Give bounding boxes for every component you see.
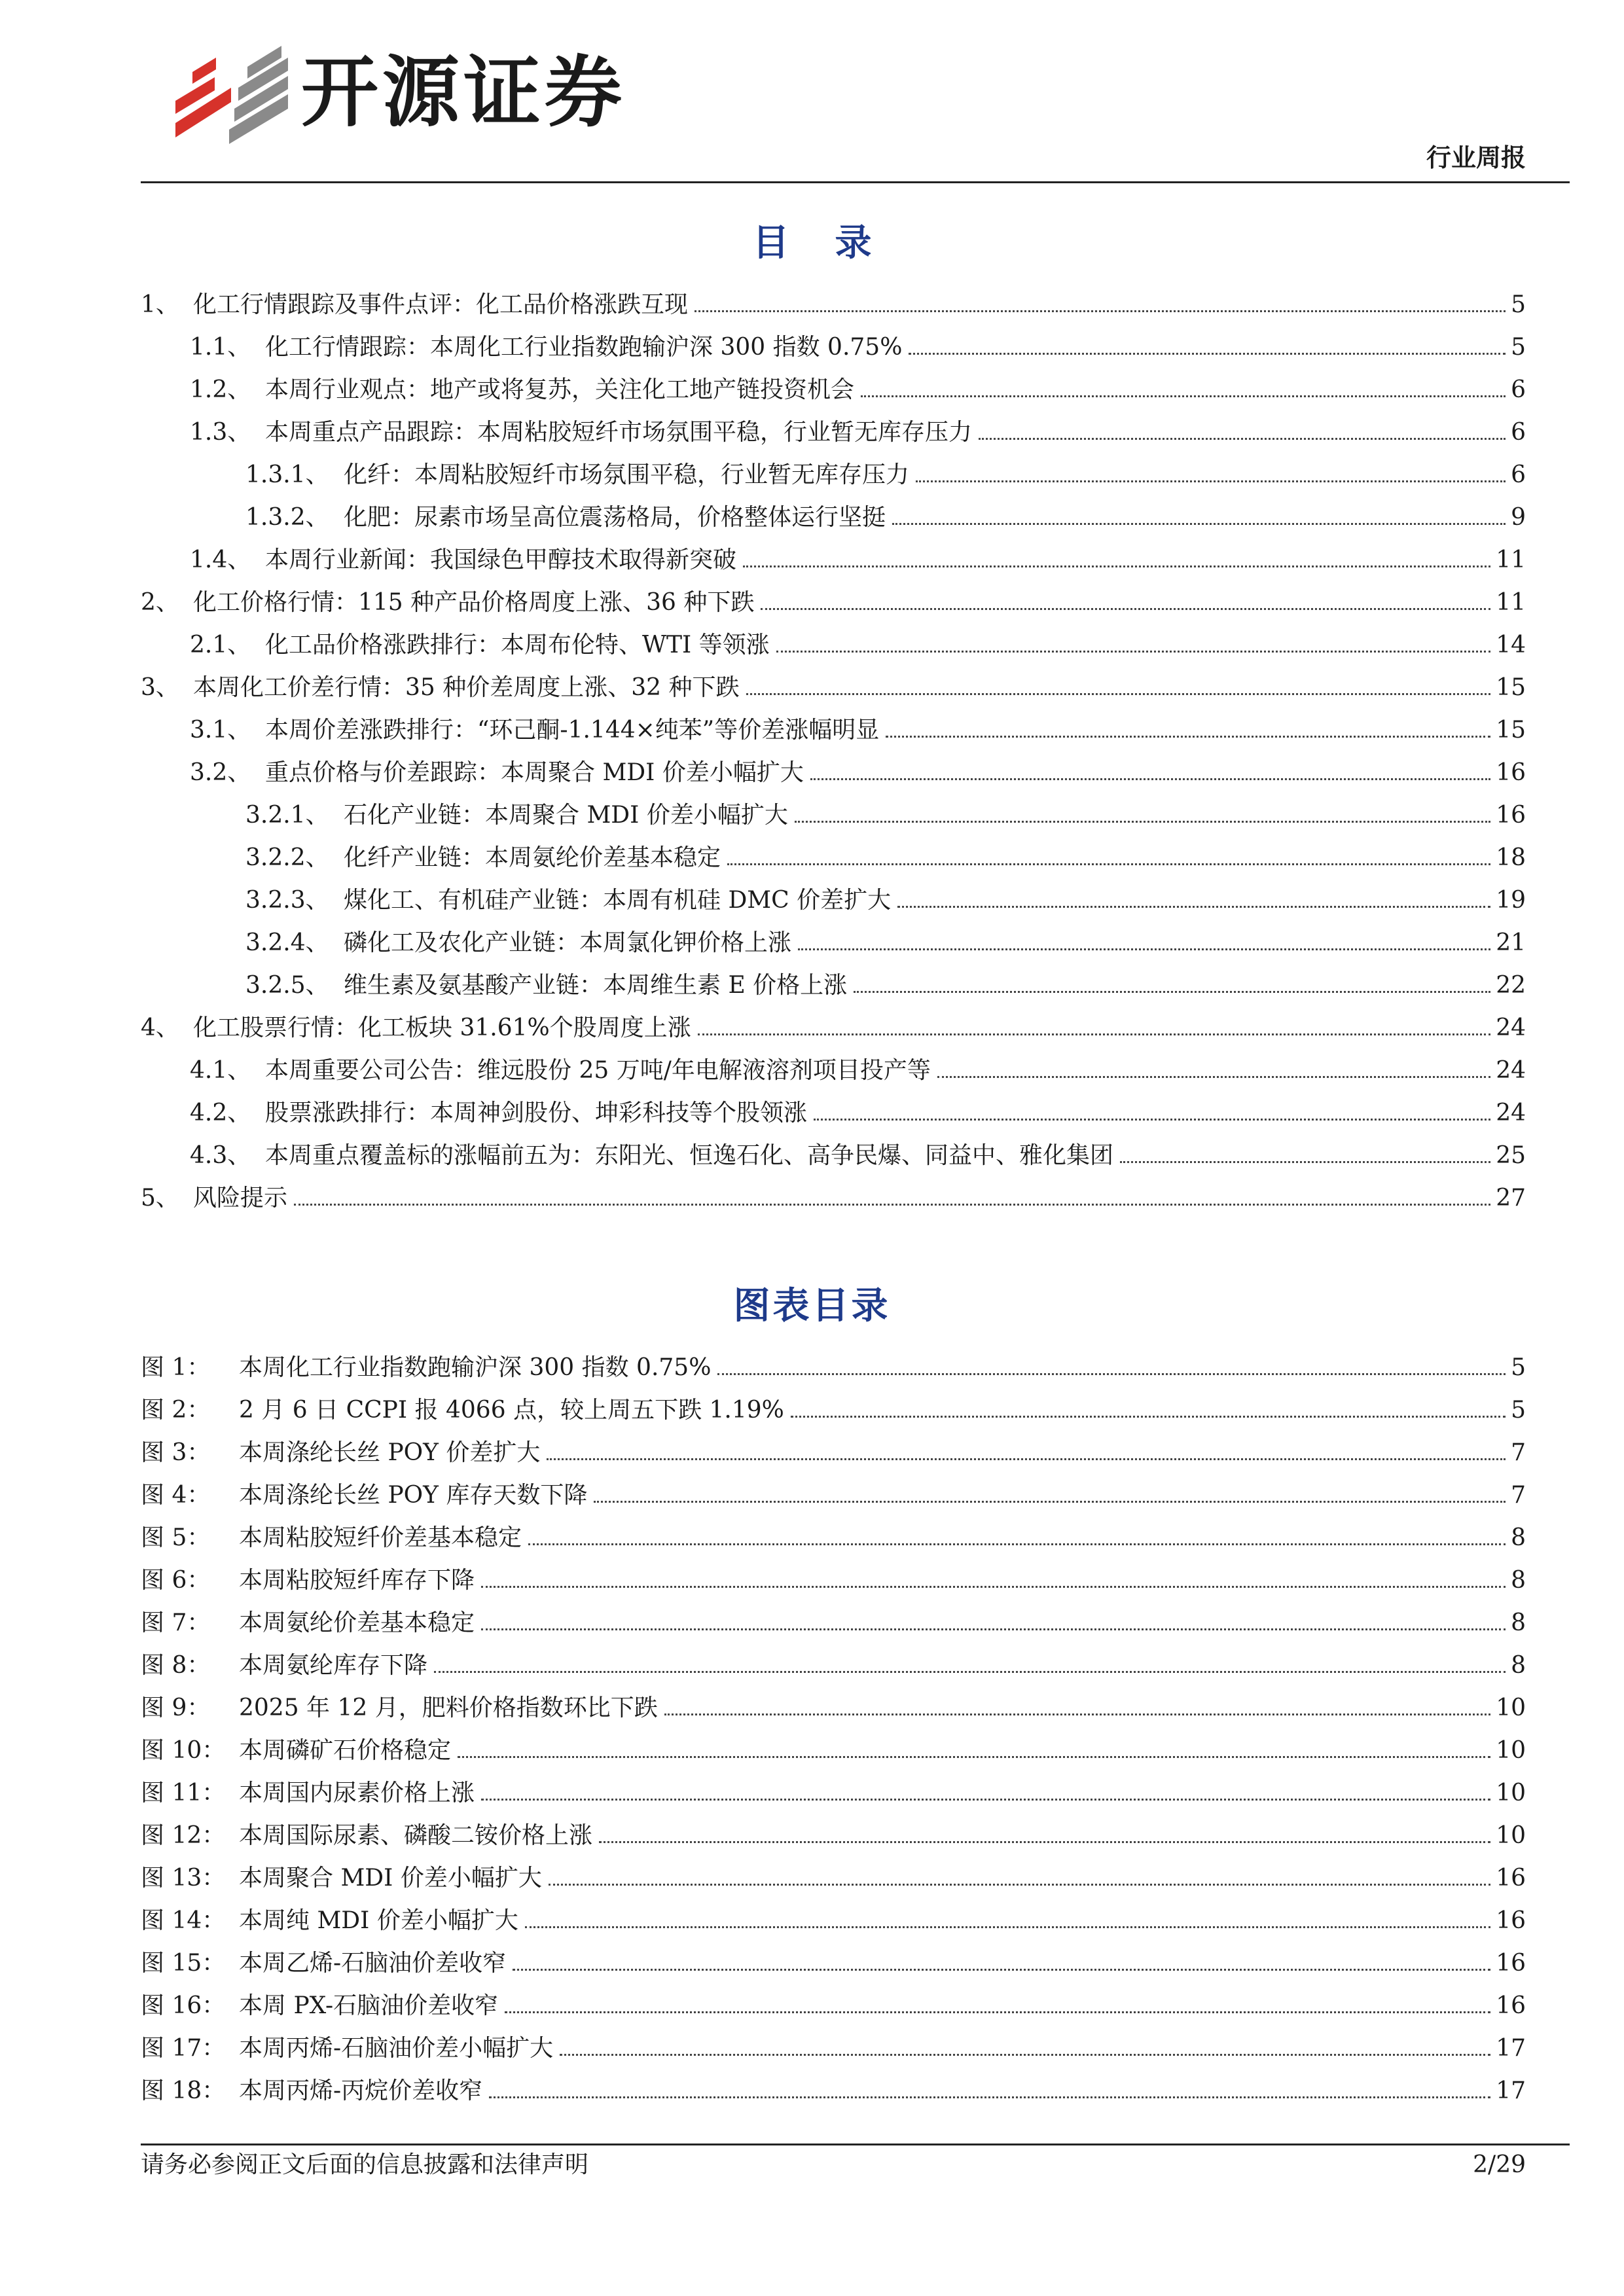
figure-entry-number: 图 7：	[141, 1609, 211, 1636]
toc-entry-page: 9	[1511, 504, 1526, 531]
toc-entry-number: 2、	[141, 589, 179, 616]
footer-disclaimer: 请务必参阅正文后面的信息披露和法律声明	[141, 2151, 589, 2178]
toc-entry-page: 6	[1511, 461, 1526, 488]
toc-entry-number: 3.2.4、	[245, 929, 329, 956]
dot-leader	[547, 1458, 1506, 1460]
dot-leader	[664, 1713, 1490, 1715]
toc-entry-title: 本周价差涨跌排行：“环己酮-1.144×纯苯”等价差涨幅明显	[265, 717, 880, 744]
toc-entry-number: 3.2.5、	[245, 972, 329, 999]
page-number: 2/29	[1473, 2151, 1526, 2178]
toc-entry-number: 1.2、	[190, 376, 251, 403]
toc-entry-page: 24	[1496, 1100, 1526, 1126]
figure-entry-title: 本周国际尿素、磷酸二铵价格上涨	[239, 1822, 593, 1849]
figure-entry-title: 2025 年 12 月，肥料价格指数环比下跌	[239, 1695, 658, 1721]
toc-entry-number: 2.1、	[190, 632, 251, 658]
figure-entry-number: 图 3：	[141, 1439, 211, 1466]
figure-entry-page: 7	[1511, 1482, 1526, 1509]
toc-entry-page: 11	[1496, 547, 1526, 573]
toc-entry-number: 1.3.1、	[245, 461, 329, 488]
figure-entry-title: 本周国内尿素价格上涨	[239, 1780, 475, 1806]
dot-leader	[513, 1969, 1490, 1971]
figure-entry-number: 图 14：	[141, 1907, 226, 1934]
toc-entry-number: 1.4、	[190, 547, 251, 573]
toc-entry-number: 3.2.3、	[245, 887, 329, 914]
figure-entry-page: 16	[1496, 1865, 1526, 1892]
dot-leader	[560, 2054, 1490, 2056]
report-type: 行业周报	[1426, 143, 1526, 172]
figure-entry[interactable]	[141, 1611, 1526, 1635]
figure-entry-number: 图 13：	[141, 1865, 226, 1892]
footer-divider	[141, 2144, 1570, 2145]
toc-entry-page: 25	[1496, 1142, 1526, 1169]
figure-entry-title: 本周乙烯-石脑油价差收窄	[239, 1950, 507, 1977]
toc-entry-page: 6	[1511, 419, 1526, 446]
toc-entry-number: 3.1、	[190, 717, 251, 744]
figure-entry-number: 图 15：	[141, 1950, 226, 1977]
toc-entry-number: 1.3.2、	[245, 504, 329, 531]
figure-entry[interactable]	[141, 1739, 1526, 1763]
dot-leader	[489, 2096, 1490, 2098]
toc-entry-title: 重点价格与价差跟踪：本周聚合 MDI 价差小幅扩大	[265, 759, 804, 786]
toc-entry-number: 1.3、	[190, 419, 251, 446]
figure-entry-number: 图 11：	[141, 1780, 226, 1806]
figure-entry-number: 图 12：	[141, 1822, 226, 1849]
figure-entry[interactable]	[141, 1867, 1526, 1890]
figure-entry-number: 图 1：	[141, 1354, 211, 1381]
toc-entry-title: 本周行业观点：地产或将复苏，关注化工地产链投资机会	[265, 376, 855, 403]
toc-entry-page: 15	[1496, 717, 1526, 744]
figure-entry-page: 17	[1496, 2077, 1526, 2104]
figure-entry-number: 图 2：	[141, 1397, 211, 1424]
figure-entry[interactable]	[141, 2079, 1526, 2103]
toc-entry-page: 15	[1496, 674, 1526, 701]
toc-entry-title: 本周行业新闻：我国绿色甲醇技术取得新突破	[265, 547, 737, 573]
toc-entry-page: 14	[1496, 632, 1526, 658]
figure-entry-title: 本周丙烯-丙烷价差收窄	[239, 2077, 483, 2104]
figure-entry[interactable]	[141, 1569, 1526, 1592]
figure-entry[interactable]	[141, 2037, 1526, 2060]
figure-entry-title: 本周涤纶长丝 POY 价差扩大	[239, 1439, 541, 1466]
figure-entry-title: 本周磷矿石价格稳定	[239, 1737, 452, 1764]
toc-entry-page: 19	[1496, 887, 1526, 914]
figure-entry[interactable]	[141, 1484, 1526, 1507]
toc-entry-page: 11	[1496, 589, 1526, 616]
dot-leader	[594, 1501, 1506, 1503]
figure-entry[interactable]	[141, 1909, 1526, 1933]
toc-entry-number: 1.1、	[190, 334, 251, 361]
toc-entry-number: 4、	[141, 1014, 179, 1041]
figure-entry[interactable]	[141, 1441, 1526, 1465]
figure-entry[interactable]	[141, 1399, 1526, 1422]
toc-entry-title: 本周化工价差行情：35 种价差周度上涨、32 种下跌	[193, 674, 740, 701]
toc-entry-page: 21	[1496, 929, 1526, 956]
figure-entry-title: 本周 PX-石脑油价差收窄	[239, 1992, 499, 2019]
figure-entry-title: 本周涤纶长丝 POY 库存天数下降	[239, 1482, 588, 1509]
dot-leader	[599, 1841, 1490, 1843]
toc-entry-title: 化肥：尿素市场呈高位震荡格局，价格整体运行坚挺	[344, 504, 886, 531]
toc-entry-title: 本周重点产品跟踪：本周粘胶短纤市场氛围平稳，行业暂无库存压力	[265, 419, 973, 446]
figure-entry-page: 5	[1511, 1397, 1526, 1424]
figure-entry[interactable]	[141, 1994, 1526, 2018]
figure-entry-page: 10	[1496, 1695, 1526, 1721]
figure-entry-number: 图 17：	[141, 2035, 226, 2062]
figure-entry[interactable]	[141, 1782, 1526, 1805]
toc-entry-number: 4.3、	[190, 1142, 251, 1169]
dot-leader	[505, 2011, 1490, 2013]
figure-entry[interactable]	[141, 1654, 1526, 1677]
figure-entry-page: 8	[1511, 1567, 1526, 1594]
toc-entry-number: 3.2.2、	[245, 844, 329, 871]
dot-leader	[549, 1884, 1490, 1886]
toc-entry-page: 24	[1496, 1057, 1526, 1084]
dot-leader	[458, 1756, 1490, 1758]
toc-entry-page: 24	[1496, 1014, 1526, 1041]
figure-entry-page: 16	[1496, 1950, 1526, 1977]
figure-entry-number: 图 8：	[141, 1652, 211, 1679]
toc-entry-title: 本周重点覆盖标的涨幅前五为：东阳光、恒逸石化、高争民爆、同益中、雅化集团	[265, 1142, 1114, 1169]
toc-entry-title: 风险提示	[193, 1185, 288, 1211]
figure-entry-page: 16	[1496, 1907, 1526, 1934]
figure-entry-page: 10	[1496, 1737, 1526, 1764]
figure-entry-number: 图 10：	[141, 1737, 226, 1764]
figure-entry-page: 16	[1496, 1992, 1526, 2019]
figure-entry-title: 本周氨纶库存下降	[239, 1652, 428, 1679]
dot-leader	[717, 1373, 1506, 1375]
figure-entry[interactable]	[141, 1526, 1526, 1550]
dot-leader	[791, 1416, 1506, 1418]
toc-entry-page: 6	[1511, 376, 1526, 403]
figure-entry[interactable]	[141, 1696, 1526, 1720]
figure-entry-page: 7	[1511, 1439, 1526, 1466]
dot-leader	[481, 1628, 1506, 1630]
toc-entry-title: 化纤：本周粘胶短纤市场氛围平稳，行业暂无库存压力	[344, 461, 910, 488]
toc-entry-title: 化工价格行情：115 种产品价格周度上涨、36 种下跌	[193, 589, 755, 616]
dot-leader	[525, 1926, 1490, 1928]
figure-entry[interactable]	[141, 1356, 1526, 1380]
figure-entry-page: 10	[1496, 1822, 1526, 1849]
figure-entry-number: 图 5：	[141, 1524, 211, 1551]
figure-entry-page: 8	[1511, 1652, 1526, 1679]
dot-leader	[434, 1671, 1506, 1673]
toc-entry-page: 16	[1496, 802, 1526, 829]
toc-entry-page: 5	[1511, 291, 1526, 318]
figure-entry-number: 图 6：	[141, 1567, 211, 1594]
figure-entry-number: 图 16：	[141, 1992, 226, 2019]
toc-entry-title: 化工行情跟踪：本周化工行业指数跑输沪深 300 指数 0.75%	[265, 334, 903, 361]
toc-entry-title: 化工股票行情：化工板块 31.61%个股周度上涨	[193, 1014, 691, 1041]
toc-entry-title: 磷化工及农化产业链：本周氯化钾价格上涨	[344, 929, 792, 956]
figure-entry-number: 图 9：	[141, 1695, 211, 1721]
figure-entry-title: 本周氨纶价差基本稳定	[239, 1609, 475, 1636]
figure-entry-page: 10	[1496, 1780, 1526, 1806]
toc-entry-title: 本周重要公司公告：维远股份 25 万吨/年电解液溶剂项目投产等	[265, 1057, 931, 1084]
figure-entry[interactable]	[141, 1952, 1526, 1975]
figures-title: 图表目录	[733, 1285, 891, 1327]
figure-entry-page: 8	[1511, 1609, 1526, 1636]
figure-entry-page: 17	[1496, 2035, 1526, 2062]
toc-entry-page: 27	[1496, 1185, 1526, 1211]
toc-entry-title: 化工行情跟踪及事件点评：化工品价格涨跌互现	[193, 291, 689, 318]
toc-entry-number: 1、	[141, 291, 179, 318]
toc-entry-number: 4.2、	[190, 1100, 251, 1126]
figure-entry-page: 8	[1511, 1524, 1526, 1551]
toc-entry-title: 煤化工、有机硅产业链：本周有机硅 DMC 价差扩大	[344, 887, 892, 914]
toc-entry-number: 4.1、	[190, 1057, 251, 1084]
dot-leader	[528, 1543, 1506, 1545]
figure-entry-title: 本周丙烯-石脑油价差小幅扩大	[239, 2035, 554, 2062]
figure-entry-title: 本周粘胶短纤价差基本稳定	[239, 1524, 522, 1551]
toc-entry-title: 股票涨跌排行：本周神剑股份、坤彩科技等个股领涨	[265, 1100, 808, 1126]
toc-entry-page: 18	[1496, 844, 1526, 871]
toc-entry-title: 维生素及氨基酸产业链：本周维生素 E 价格上涨	[344, 972, 848, 999]
toc-entry-title: 石化产业链：本周聚合 MDI 价差小幅扩大	[344, 802, 788, 829]
dot-leader	[481, 1799, 1490, 1801]
figure-entry-title: 本周聚合 MDI 价差小幅扩大	[239, 1865, 542, 1892]
figure-entry-number: 图 18：	[141, 2077, 226, 2104]
toc-title: 目录	[752, 222, 918, 264]
figure-entry[interactable]	[141, 1824, 1526, 1848]
brand-name: 开源证券	[301, 47, 626, 137]
toc-entry-page: 16	[1496, 759, 1526, 786]
figure-entry-title: 本周粘胶短纤库存下降	[239, 1567, 475, 1594]
figure-entry-title: 2 月 6 日 CCPI 报 4066 点，较上周五下跌 1.19%	[239, 1397, 784, 1424]
figure-entry-title: 本周化工行业指数跑输沪深 300 指数 0.75%	[239, 1354, 712, 1381]
dot-leader	[481, 1586, 1506, 1588]
toc-entry-number: 3.2.1、	[245, 802, 329, 829]
toc-entry-number: 3.2、	[190, 759, 251, 786]
toc-entry-page: 5	[1511, 334, 1526, 361]
toc-entry-page: 22	[1496, 972, 1526, 999]
toc-entry-title: 化工品价格涨跌排行：本周布伦特、WTI 等领涨	[265, 632, 770, 658]
figure-entry-page: 5	[1511, 1354, 1526, 1381]
toc-entry-number: 5、	[141, 1185, 179, 1211]
toc-entry-number: 3、	[141, 674, 179, 701]
toc-entry-title: 化纤产业链：本周氨纶价差基本稳定	[344, 844, 721, 871]
figure-entry-title: 本周纯 MDI 价差小幅扩大	[239, 1907, 518, 1934]
figure-entry-number: 图 4：	[141, 1482, 211, 1509]
